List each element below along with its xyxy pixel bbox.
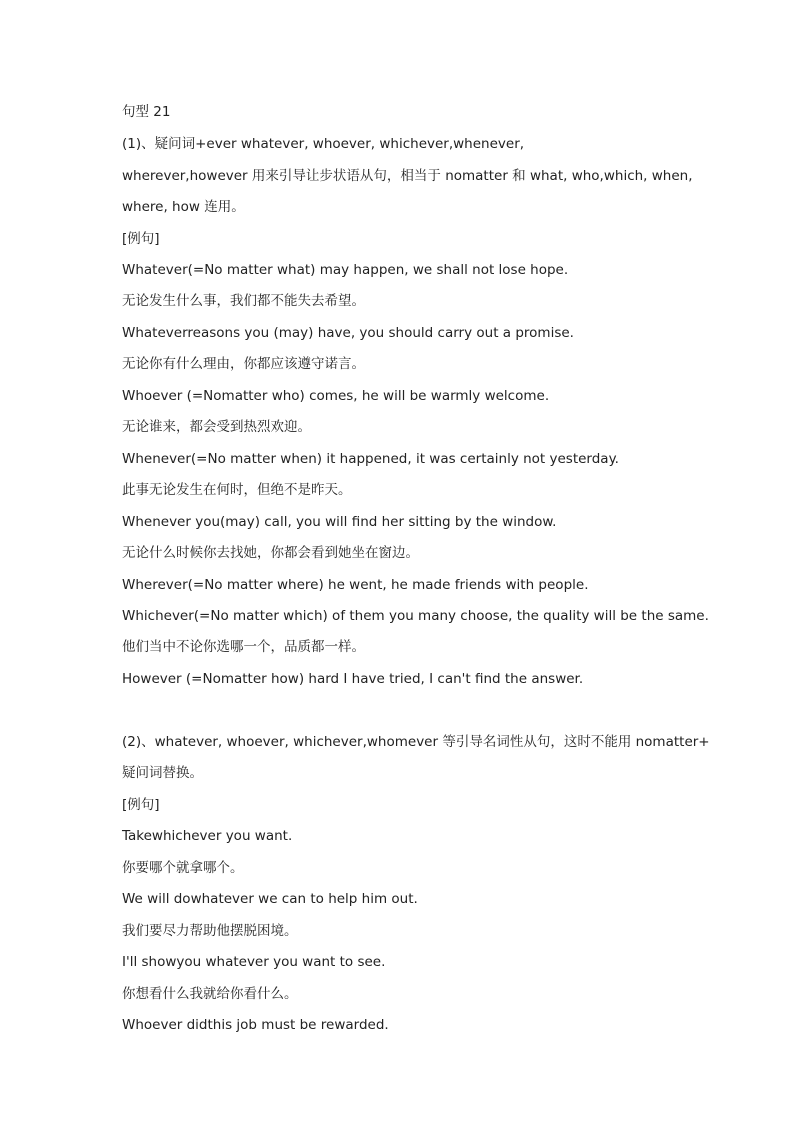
section1-intro-line1: (1)、疑问词+ever whatever, whoever, whichever,whenever, [122,136,525,152]
example-translation: 你要哪个就拿哪个。 [122,860,244,876]
example-sentence: Whenever(=No matter when) it happened, it was certainly not yesterday. [122,451,619,467]
example-translation: 无论你有什么理由，你都应该遵守诺言。 [122,356,365,372]
section1-example-label: [例句] [122,231,160,247]
example-sentence: I'll showyou whatever you want to see. [122,954,386,970]
example-sentence: However (=Nomatter how) hard I have tried, I can't find the answer. [122,671,584,687]
example-sentence: Whenever you(may) call, you will find her sitting by the window. [122,514,557,530]
example-sentence: Whoever (=Nomatter who) comes, he will be warmly welcome. [122,388,550,404]
example-translation: 无论谁来，都会受到热烈欢迎。 [122,419,311,435]
section1-intro-line3: where, how 连用。 [122,199,245,215]
example-translation: 无论发生什么事，我们都不能失去希望。 [122,293,365,309]
example-translation: 我们要尽力帮助他摆脱困境。 [122,923,298,939]
example-sentence: We will dowhatever we can to help him out. [122,891,418,907]
example-translation: 他们当中不论你选哪一个，品质都一样。 [122,639,365,655]
example-sentence: Takewhichever you want. [122,828,293,844]
example-translation: 无论什么时候你去找她，你都会看到她坐在窗边。 [122,545,419,561]
example-translation: 此事无论发生在何时，但绝不是昨天。 [122,482,352,498]
section2-intro-line1: (2)、whatever, whoever, whichever,whomever 等引导名词性从句，这时不能用 nomatter+ [122,734,710,750]
example-translation: 你想看什么我就给你看什么。 [122,986,298,1002]
section-heading: 句型 21 [122,104,171,120]
example-sentence: Whichever(=No matter which) of them you many choose, the quality will be the same. [122,608,709,624]
section2-intro-line2: 疑问词替换。 [122,765,203,781]
section2-example-label: [例句] [122,797,160,813]
example-sentence: Whateverreasons you (may) have, you should carry out a promise. [122,325,574,341]
example-sentence: Whoever didthis job must be rewarded. [122,1017,389,1033]
example-sentence: Wherever(=No matter where) he went, he made friends with people. [122,577,589,593]
example-sentence: Whatever(=No matter what) may happen, we shall not lose hope. [122,262,569,278]
section1-intro-line2: wherever,however 用来引导让步状语从句，相当于 nomatter 和 what, who,which, when, [122,168,693,184]
